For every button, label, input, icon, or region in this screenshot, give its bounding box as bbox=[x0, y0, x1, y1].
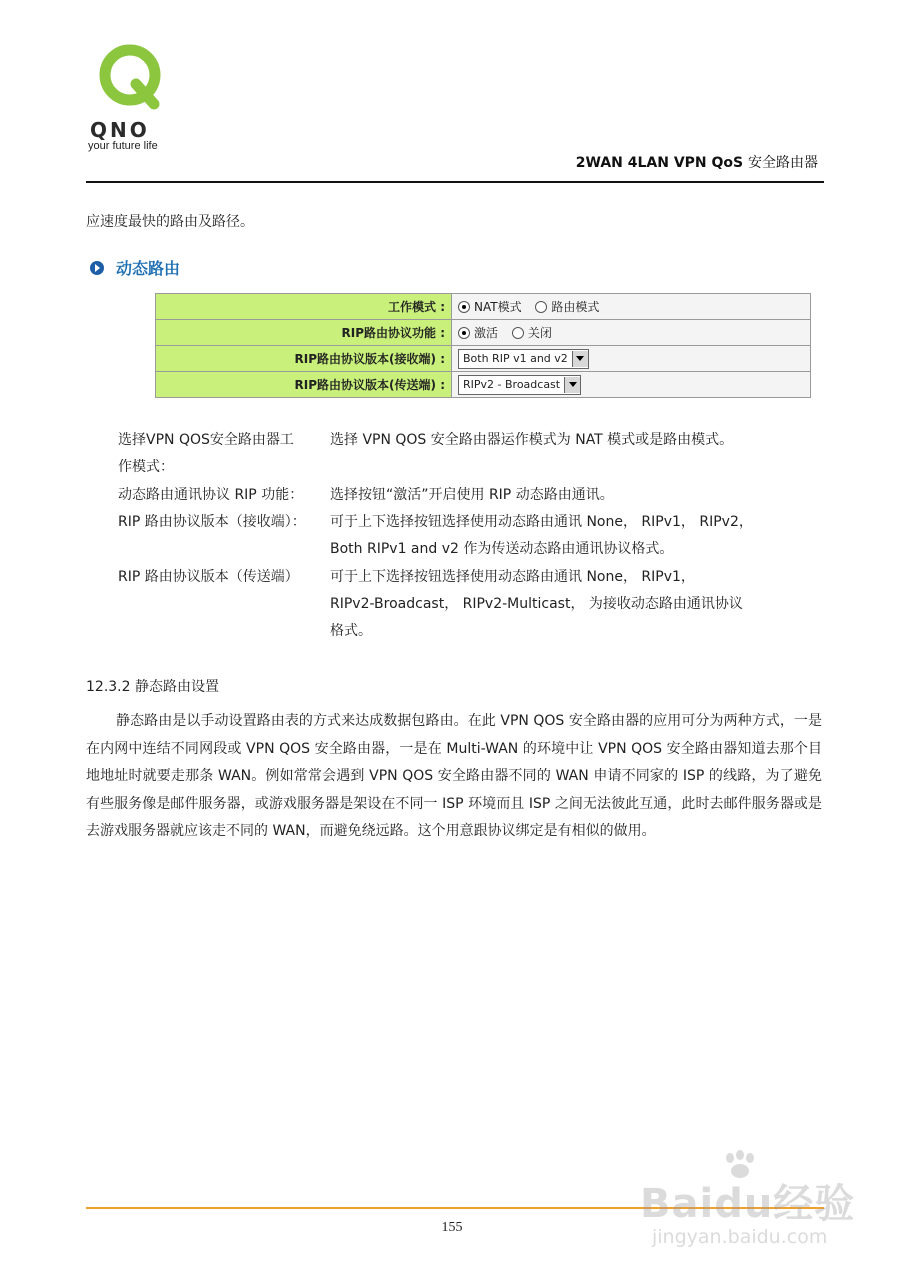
logo-tagline: your future life bbox=[88, 140, 158, 152]
select-value: RIPv2 - Broadcast bbox=[463, 378, 561, 391]
config-value bbox=[452, 372, 811, 398]
config-value bbox=[452, 346, 811, 372]
config-row-rip-version-send bbox=[156, 372, 811, 398]
config-row-work-mode bbox=[156, 294, 811, 320]
config-label: 工作模式 : bbox=[156, 294, 452, 320]
radio-label: 关闭 bbox=[527, 326, 552, 340]
radio-label: 激活 bbox=[474, 326, 499, 340]
desc-term-line: RIP 路由协议版本（接收端）： bbox=[118, 514, 306, 530]
desc-term bbox=[118, 564, 299, 591]
desc-detail bbox=[330, 427, 733, 454]
logo-q-icon bbox=[96, 42, 166, 112]
section-heading bbox=[90, 256, 180, 279]
radio-router-mode[interactable] bbox=[535, 301, 547, 313]
desc-term bbox=[118, 482, 303, 509]
baidu-watermark bbox=[640, 1150, 870, 1270]
radio-nat-mode[interactable] bbox=[458, 301, 470, 313]
desc-detail-line: 可于上下选择按钮选择使用动态路由通讯 None， RIPv1， bbox=[330, 569, 695, 585]
header-title-latin: 2WAN 4LAN VPN QoS bbox=[575, 155, 744, 171]
body-paragraph: 静态路由是以手动设置路由表的方式来达成数据包路由。在此 VPN QOS 安全路由器的应用可分为两种方式，一是在内网中连结不同网段或 VPN QOS 安全路由器，一是在 Multi-WAN 的环境中让 VPN QOS 安全路由器知道去那个目地地址时就要走那条 WAN。例如常常会遇到 VPN QOS 安全路由器不同的 WAN 申请不同家的 ISP 的线路，为了避免有些服务像是邮件服务器，或游戏服务器是架设在不同一 ISP 环境而且 ISP 之间无法彼此互通，此时去邮件服务器或是去游戏服务器就应该走不同的 WAN，而避免绕远路。这个用意跟协议绑定是有相似的做用。 bbox=[86, 713, 822, 839]
section-heading-text: 动态路由 bbox=[116, 259, 181, 278]
radio-label: NAT模式 bbox=[474, 300, 522, 314]
desc-term-line: RIP 路由协议版本（传送端） bbox=[118, 569, 299, 585]
subsection-title: 12.3.2 静态路由设置 bbox=[86, 679, 219, 695]
header-divider bbox=[86, 181, 824, 183]
config-label: RIP路由协议功能 : bbox=[156, 320, 452, 346]
config-row-rip-version-receive bbox=[156, 346, 811, 372]
radio-rip-disable[interactable] bbox=[512, 327, 524, 339]
desc-detail-line: 选择 VPN QOS 安全路由器运作模式为 NAT 模式或是路由模式。 bbox=[330, 432, 734, 448]
config-label: RIP路由协议版本(接收端) : bbox=[156, 346, 452, 372]
dropdown-arrow-icon[interactable] bbox=[564, 377, 580, 393]
desc-detail-line: 可于上下选择按钮选择使用动态路由通讯 None， RIPv1， RIPv2， bbox=[330, 514, 753, 530]
desc-term bbox=[118, 509, 306, 536]
select-value: Both RIP v1 and v2 bbox=[463, 352, 568, 365]
desc-detail bbox=[330, 509, 753, 563]
watermark-main: Baidu经验 bbox=[640, 1181, 856, 1227]
config-row-rip-function bbox=[156, 320, 811, 346]
rip-send-version-select[interactable] bbox=[458, 375, 581, 395]
desc-detail bbox=[330, 482, 614, 509]
radio-rip-enable[interactable] bbox=[458, 327, 470, 339]
desc-detail-line: RIPv2-Broadcast， RIPv2-Multicast， 为接收动态路由通讯协议 bbox=[330, 596, 743, 612]
play-bullet-icon bbox=[90, 261, 104, 275]
desc-term-line: 动态路由通讯协议 RIP 功能： bbox=[118, 487, 304, 503]
dropdown-arrow-icon[interactable] bbox=[572, 351, 588, 367]
page-number: 155 bbox=[441, 1220, 463, 1235]
config-label: RIP路由协议版本(传送端) : bbox=[156, 372, 452, 398]
desc-term-line: 选择VPN QOS安全路由器工 bbox=[118, 432, 294, 448]
desc-detail-line: 格式。 bbox=[330, 623, 372, 639]
config-value bbox=[452, 294, 811, 320]
intro-line: 应速度最快的路由及路径。 bbox=[86, 214, 254, 230]
desc-term bbox=[118, 427, 294, 481]
dynamic-routing-config-table bbox=[155, 293, 811, 398]
logo-wordmark: QNO bbox=[90, 118, 150, 142]
document-header-title bbox=[576, 152, 818, 172]
rip-receive-version-select[interactable] bbox=[458, 349, 589, 369]
desc-term-line: 作模式： bbox=[118, 459, 174, 475]
header-title-cn: 安全路由器 bbox=[748, 155, 818, 171]
qno-logo bbox=[88, 42, 188, 152]
desc-detail-line: 选择按钮“激活”开启使用 RIP 动态路由通讯。 bbox=[330, 487, 614, 503]
desc-detail-line: Both RIPv1 and v2 作为传送动态路由通讯协议格式。 bbox=[330, 541, 674, 557]
watermark-sub: jingyan.baidu.com bbox=[652, 1226, 828, 1248]
config-value bbox=[452, 320, 811, 346]
radio-label: 路由模式 bbox=[551, 300, 600, 314]
desc-detail bbox=[330, 564, 743, 645]
